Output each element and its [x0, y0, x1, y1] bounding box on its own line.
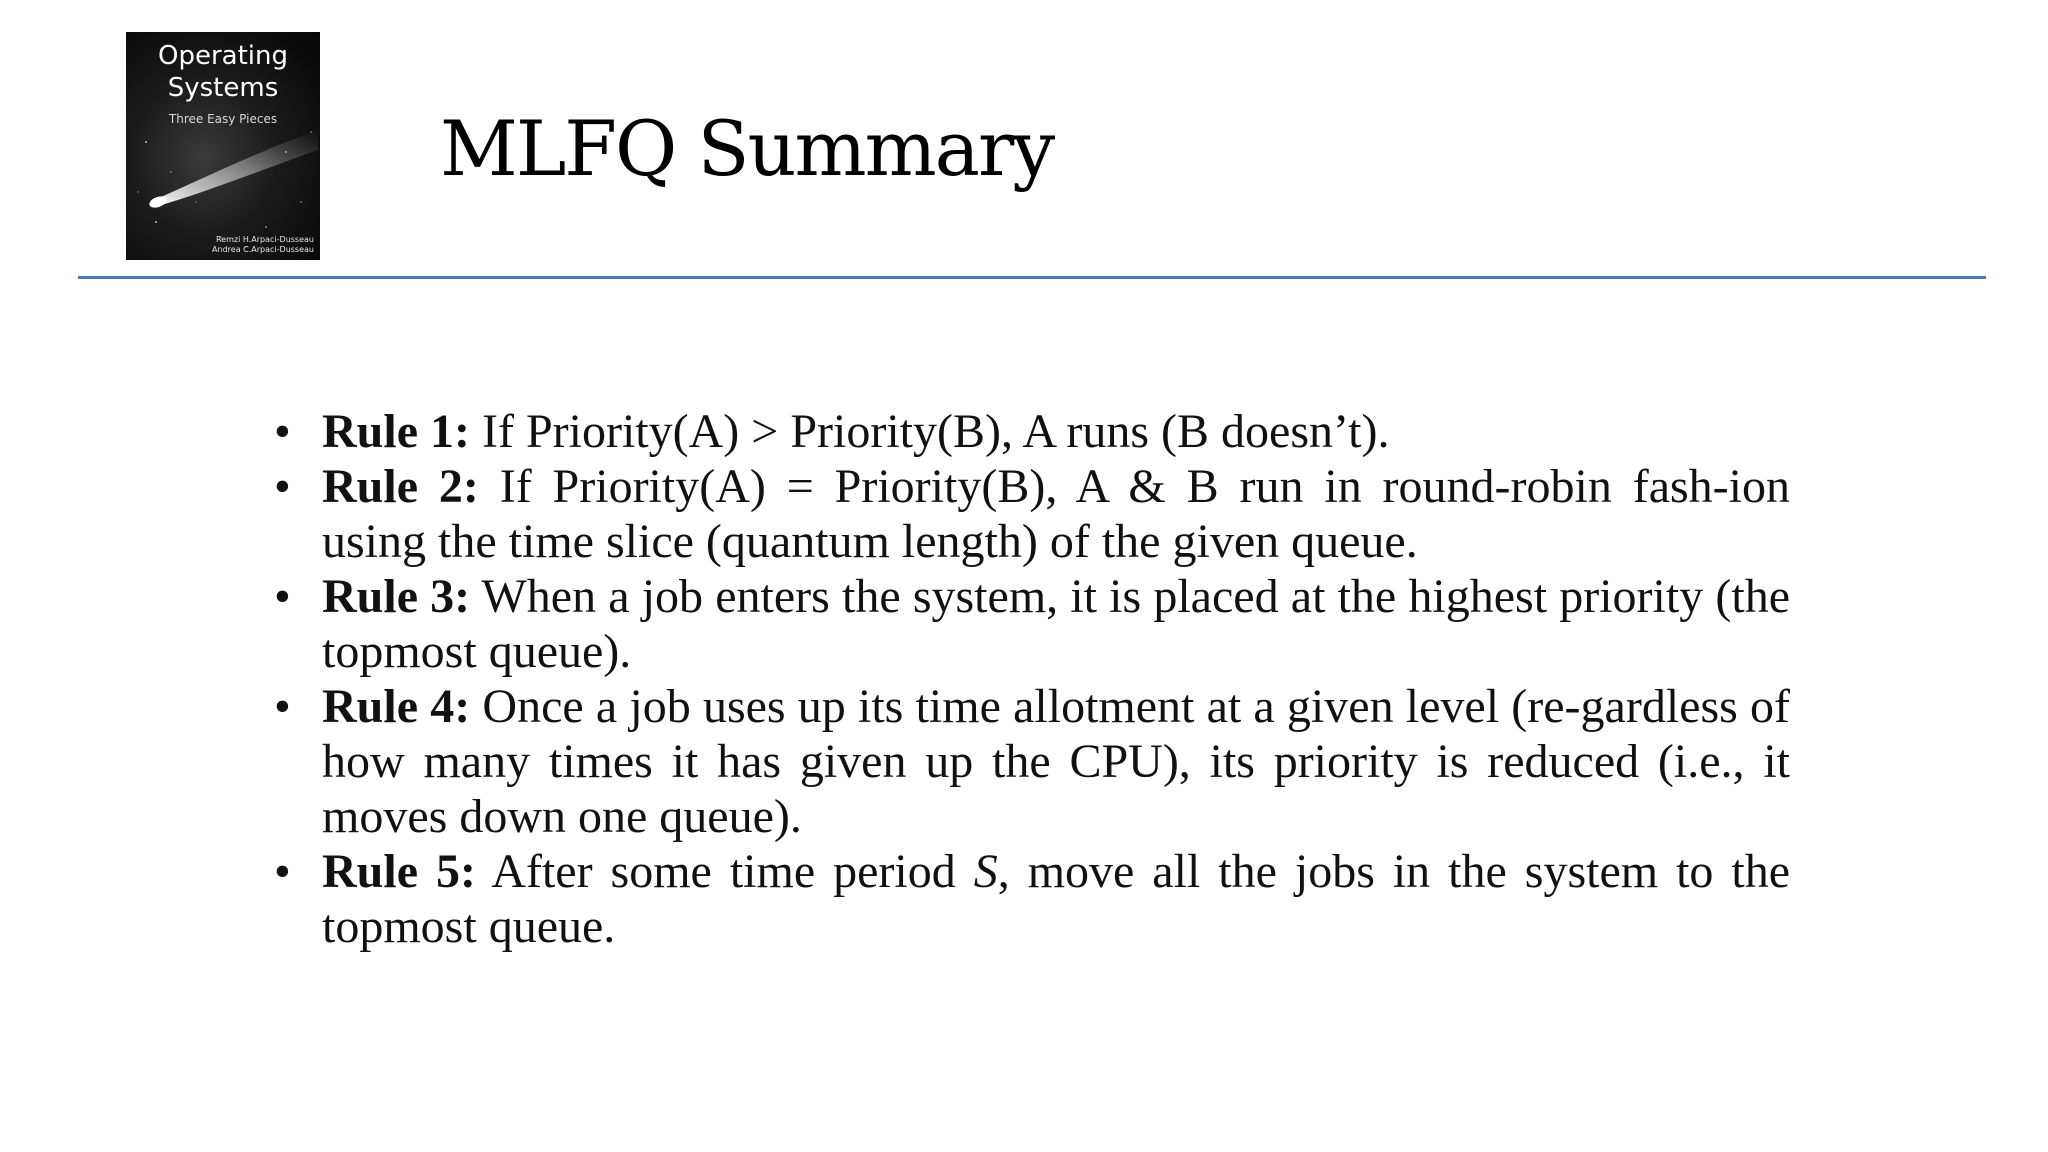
bullet-icon: • [274, 570, 291, 623]
rule-body-3: When a job enters the system, it is placed at the highest priority (the topmost queue). [322, 570, 1790, 678]
rule-label-5: Rule 5: [322, 845, 476, 898]
rule-text-2 [322, 459, 1790, 569]
rule-body-2: If Priority(A) = Priority(B), A & B run in round-robin fash-ion using the time slice (quantum length) of the given queue. [322, 460, 1791, 568]
rule-item-4 [270, 679, 1790, 844]
bullet-icon: • [274, 680, 291, 733]
rule-item-3 [270, 569, 1790, 679]
cover-author-2: Andrea C.Arpaci-Dusseau [212, 245, 314, 254]
rule-variable-s: S [973, 845, 998, 898]
bullet-icon: • [274, 405, 291, 458]
rule-text-5 [322, 844, 1790, 954]
rule-label-1: Rule 1: [322, 405, 470, 458]
bullet-icon: • [274, 845, 291, 898]
rule-body-5-after: , move all the jobs in the system to the topmost queue. [322, 845, 1791, 953]
cover-subtitle: Three Easy Pieces [168, 112, 278, 126]
rule-item-2 [270, 459, 1790, 569]
rule-text-4 [322, 679, 1790, 844]
rule-label-2: Rule 2: [322, 460, 479, 513]
title-divider [78, 276, 1986, 279]
book-cover-image [126, 32, 320, 260]
cover-title-line1: Operating [158, 41, 288, 71]
cover-title-line2: Systems [167, 73, 279, 103]
cover-author-1: Remzi H.Arpaci-Dusseau [215, 235, 314, 244]
slide-title: MLFQ Summary [440, 104, 1054, 193]
rules-list [270, 404, 1790, 954]
rule-item-5 [270, 844, 1790, 954]
rule-text-1 [322, 404, 1790, 459]
rule-item-1 [270, 404, 1790, 459]
rule-label-4: Rule 4: [322, 680, 471, 733]
rule-body-1: If Priority(A) > Priority(B), A runs (B doesn’t). [469, 405, 1390, 458]
rule-text-3 [322, 569, 1790, 679]
bullet-icon: • [274, 460, 291, 513]
rule-body-4: Once a job uses up its time allotment at a given level (re-gardless of how many times it has given up the CPU), its priority is reduced (i.e., it moves down one queue). [322, 680, 1791, 843]
rule-label-3: Rule 3: [322, 570, 471, 623]
rule-body-5-before: After some time period [475, 845, 974, 898]
